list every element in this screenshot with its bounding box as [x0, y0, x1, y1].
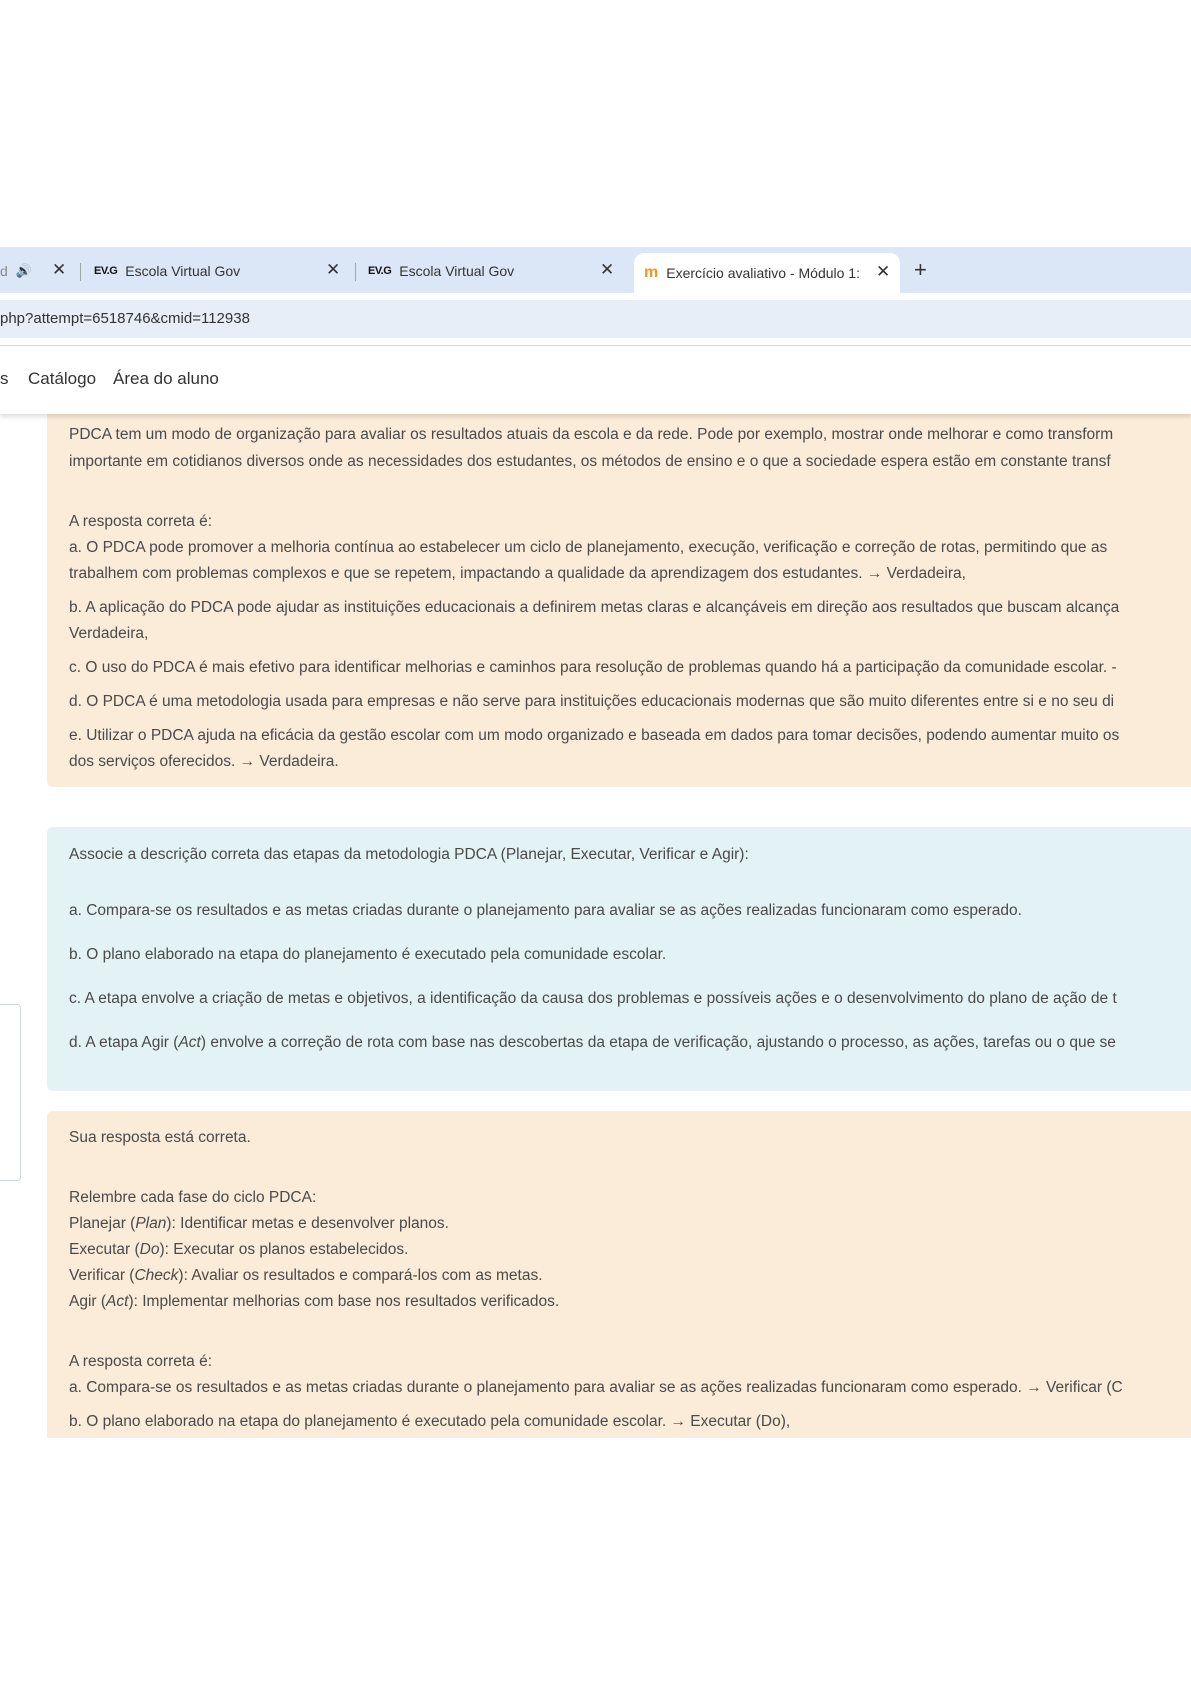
- browser-tab-media[interactable]: [0, 253, 78, 289]
- page-content: [0, 414, 1191, 1438]
- answer-line: e. Utilizar o PDCA ajuda na eficácia da gestão escolar com um modo organizado e baseada em dados para tomar decisões, podendo aumentar muito os: [69, 727, 1120, 744]
- question-item-c: c. A etapa envolve a criação de metas e objetivos, a identificação da causa dos problemas e possíveis ações e o desenvolvimento do plano de ação de t: [69, 990, 1117, 1007]
- close-icon[interactable]: ✕: [876, 262, 891, 281]
- feedback-text: importante em cotidianos diversos onde as necessidades dos estudantes, os métodos de ensino e o que a sociedade espera estão em constante transf: [69, 453, 1111, 470]
- correct-answer-heading: A resposta correta é:: [69, 513, 213, 530]
- tab-title: d: [0, 263, 8, 279]
- browser-tab-exercicio-active[interactable]: [634, 253, 900, 293]
- phase-line: Verificar (Check): Avaliar os resultados e compará-los com as metas.: [69, 1267, 543, 1284]
- question-prompt: Associe a descrição correta das etapas da metodologia PDCA (Planejar, Executar, Verificar e Agir):: [69, 846, 749, 863]
- evg-logo-icon: EV.G: [368, 265, 392, 277]
- nav-item-catalogo[interactable]: Catálogo: [28, 369, 97, 388]
- answer-line: b. O plano elaborado na etapa do planejamento é executado pela comunidade escolar. → Executar (Do),: [69, 1413, 791, 1430]
- question-box: [47, 827, 1191, 1091]
- browser-tab-escola-virtual-2[interactable]: [368, 253, 618, 289]
- url-text: php?attempt=6518746&cmid=112938: [0, 310, 250, 327]
- answer-line: c. O uso do PDCA é mais efetivo para identificar melhorias e caminhos para resolução de problemas quando há a participação da comunidade escolar. -: [69, 659, 1117, 676]
- tab-separator: [355, 263, 356, 281]
- recall-heading: Relembre cada fase do ciclo PDCA:: [69, 1189, 317, 1206]
- nav-item-area-do-aluno[interactable]: Área do aluno: [113, 369, 219, 388]
- question-item-a: a. Compara-se os resultados e as metas criadas durante o planejamento para avaliar se as ações realizadas funcionaram como esperado.: [69, 902, 1022, 919]
- answer-line: d. O PDCA é uma metodologia usada para empresas e não serve para instituições educacionais modernas que são muito diferentes entre si e no seu di: [69, 693, 1115, 710]
- tab-title: Escola Virtual Gov: [399, 263, 515, 279]
- phase-line: Agir (Act): Implementar melhorias com base nos resultados verificados.: [69, 1293, 560, 1310]
- answer-line: dos serviços oferecidos. → Verdadeira.: [69, 753, 339, 770]
- answer-line: a. Compara-se os resultados e as metas criadas durante o planejamento para avaliar se as ações realizadas funcionaram como esperado. → Verificar (C: [69, 1379, 1123, 1396]
- quiz-info-card: [0, 1004, 21, 1181]
- answer-line: a. O PDCA pode promover a melhoria contínua ao estabelecer um ciclo de planejamento, execução, verificação e correção de rotas, permitindo que as: [69, 539, 1108, 556]
- browser-tab-strip: [0, 247, 1191, 293]
- tab-title: Exercício avaliativo - Módulo 1:: [666, 265, 860, 281]
- answer-line: trabalhem com problemas complexos e que se repetem, impactando a qualidade da aprendizagem dos estudantes. → Verdadeira,: [69, 565, 966, 582]
- close-icon[interactable]: ✕: [600, 260, 615, 279]
- question-item-d: d. A etapa Agir (Act) envolve a correção de rota com base nas descobertas da etapa de verificação, ajustando o processo, as ações, tarefas ou o que se: [69, 1034, 1116, 1051]
- tab-title: Escola Virtual Gov: [125, 263, 241, 279]
- speaker-icon[interactable]: 🔊: [15, 263, 32, 278]
- correct-answer-heading: A resposta correta é:: [69, 1353, 213, 1370]
- evg-logo-icon: EV.G: [94, 265, 118, 277]
- address-bar[interactable]: [0, 300, 1191, 338]
- screenshot: [0, 247, 1191, 1438]
- feedback-box-2: [47, 1111, 1191, 1438]
- nav-item-partial[interactable]: s: [0, 369, 9, 388]
- address-bar-area: [0, 293, 1191, 345]
- feedback-text: PDCA tem um modo de organização para avaliar os resultados atuais da escola e da rede. Pode por exemplo, mostrar onde melhorar e como transform: [69, 426, 1114, 443]
- answer-line: Verdadeira,: [69, 625, 149, 642]
- answer-line: b. A aplicação do PDCA pode ajudar as instituições educacionais a definirem metas claras e alcançáveis em direção aos resultados que buscam alcança: [69, 599, 1120, 616]
- moodle-icon: m: [644, 264, 659, 281]
- feedback-box-1: [47, 414, 1191, 787]
- phase-line: Planejar (Plan): Identificar metas e desenvolver planos.: [69, 1215, 449, 1232]
- site-navigation: [0, 346, 1191, 414]
- result-status: Sua resposta está correta.: [69, 1129, 251, 1146]
- tab-separator: [80, 263, 81, 281]
- new-tab-button[interactable]: +: [914, 257, 927, 282]
- browser-tab-escola-virtual-1[interactable]: [94, 253, 344, 289]
- phase-line: Executar (Do): Executar os planos estabelecidos.: [69, 1241, 409, 1258]
- close-icon[interactable]: ✕: [52, 260, 67, 279]
- close-icon[interactable]: ✕: [326, 260, 341, 279]
- question-item-b: b. O plano elaborado na etapa do planejamento é executado pela comunidade escolar.: [69, 946, 667, 963]
